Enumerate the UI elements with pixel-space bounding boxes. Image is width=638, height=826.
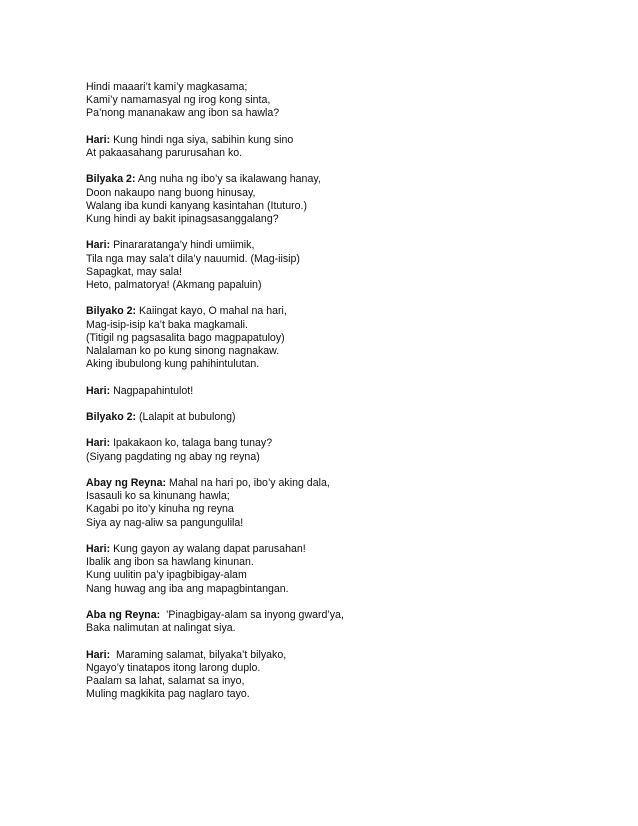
line-text: ’Pinagbigay-alam sa inyong gward’ya, [160, 608, 344, 621]
dialogue-line [86, 662, 606, 675]
line-text: Baka nalimutan at nalingat siya. [86, 622, 236, 635]
line-text: Ang nuha ng ibo’y sa ikalawang hanay, [135, 173, 321, 186]
line-text: Nalalaman ko po kung sinong nagnakaw. [86, 345, 280, 357]
dialogue-line [86, 213, 606, 226]
dialogue-line [86, 503, 606, 516]
dialogue-line [86, 688, 606, 701]
dialogue-line [86, 675, 606, 688]
line-text: (Siyang pagdating ng abay ng reyna) [86, 450, 260, 463]
speaker-name: Bilyako 2: [86, 305, 137, 318]
line-text: Kami’y namamasyal ng irog kong sinta, [86, 94, 271, 107]
dialogue-block [86, 477, 606, 530]
dialogue-line [86, 451, 606, 464]
dialogue-line [86, 649, 606, 662]
line-text: Kung hindi nga siya, sabihin kung sino [110, 133, 294, 146]
speaker-name: Hari: [86, 648, 111, 661]
line-text: (Titigil ng pagsasalita bago magpapatuloy) [86, 331, 285, 344]
line-text: Kagabi po ito’y kinuha ng reyna [86, 503, 234, 516]
dialogue-block [86, 239, 606, 292]
speaker-name: Hari: [86, 384, 111, 397]
dialogue-line [86, 173, 606, 186]
dialogue-line [86, 517, 606, 530]
speaker-name: Hari: [86, 239, 111, 252]
line-text: Mahal na hari po, ibo’y aking dala, [166, 476, 330, 489]
line-text: At pakaasahang parurusahan ko. [86, 147, 243, 159]
dialogue-block [86, 173, 606, 226]
speaker-name: Abay ng Reyna: [86, 476, 167, 489]
dialogue-line [86, 477, 606, 490]
line-text: Aking ibubulong kung pahihintulutan. [86, 358, 260, 371]
speaker-name: Bilyaka 2: [86, 173, 136, 186]
dialogue-block [86, 437, 606, 463]
speaker-name: Bilyako 2: [86, 410, 137, 423]
dialogue-line [86, 266, 606, 279]
dialogue-line [86, 490, 606, 503]
dialogue-block [86, 385, 606, 398]
dialogue-line [86, 319, 606, 332]
line-text: Walang iba kundi kanyang kasintahan (Ituturo.) [86, 199, 308, 212]
dialogue-line [86, 569, 606, 582]
line-text: Ngayo’y tinatapos itong larong duplo. [86, 661, 261, 674]
dialogue-block [86, 649, 606, 702]
line-text: Muling magkikita pag naglaro tayo. [86, 688, 250, 701]
dialogue-line [86, 305, 606, 318]
dialogue-block [86, 411, 606, 424]
speaker-name: Hari: [86, 542, 111, 555]
dialogue-line [86, 253, 606, 266]
dialogue-block [86, 543, 606, 596]
dialogue-line [86, 556, 606, 569]
line-text: Kaiingat kayo, O mahal na hari, [136, 305, 287, 318]
dialogue-line [86, 107, 606, 120]
line-text: Maraming salamat, bilyaka’t bilyako, [110, 648, 287, 661]
line-text: Nang huwag ang iba ang mapagbintangan. [86, 582, 289, 595]
line-text: Heto, palmatorya! (Akmang papaluin) [86, 279, 262, 291]
line-text: Paalam sa lahat, salamat sa inyo, [86, 674, 245, 687]
dialogue-line [86, 583, 606, 596]
line-text: Hindi maaari’t kami’y magkasama; [86, 81, 248, 93]
dialogue-block [86, 609, 606, 635]
speaker-name: Aba ng Reyna: [86, 608, 161, 621]
line-text: Pa’nong mananakaw ang ibon sa hawla? [86, 107, 280, 120]
dialogue-line [86, 385, 606, 398]
line-text: Mag-isip-isip ka’t baka magkamali. [86, 318, 248, 331]
line-text: Ipakakaon ko, talaga bang tunay? [110, 437, 273, 450]
dialogue-block [86, 305, 606, 371]
dialogue-line [86, 358, 606, 371]
dialogue-line [86, 411, 606, 424]
line-text: Tila nga may sala’t dila’y nauumid. (Mag-iisip) [86, 252, 300, 265]
line-text: Kung hindi ay bakit ipinagsasanggalang? [86, 213, 279, 225]
dialogue-line [86, 200, 606, 213]
dialogue-line [86, 81, 606, 94]
dialogue-line [86, 147, 606, 160]
dialogue-block [86, 134, 606, 160]
dialogue-line [86, 332, 606, 345]
dialogue-line [86, 622, 606, 635]
dialogue-line [86, 437, 606, 450]
line-text: Doon nakaupo nang buong hinusay, [86, 186, 256, 199]
dialogue-line [86, 134, 606, 147]
script-text [86, 81, 606, 715]
dialogue-line [86, 239, 606, 252]
dialogue-line [86, 279, 606, 292]
dialogue-line [86, 94, 606, 107]
speaker-name: Hari: [86, 133, 111, 146]
line-text: Sapagkat, may sala! [86, 265, 182, 278]
speaker-name: Hari: [86, 437, 111, 450]
line-text: Isasauli ko sa kinunang hawla; [86, 490, 230, 503]
line-text: Pinararatanga’y hindi umiimik, [110, 239, 255, 252]
line-text: Kung uulitin pa’y ipagbibigay-alam [86, 569, 247, 582]
line-text: Siya ay nag-aliw sa pangungulila! [86, 516, 244, 529]
line-text: (Lalapit at bubulong) [136, 410, 236, 423]
line-text: Kung gayon ay walang dapat parusahan! [110, 542, 306, 555]
line-text: Nagpapahintulot! [110, 384, 194, 397]
dialogue-line [86, 345, 606, 358]
dialogue-block [86, 81, 606, 121]
line-text: Ibalik ang ibon sa hawlang kinunan. [86, 556, 254, 569]
dialogue-line [86, 187, 606, 200]
dialogue-line [86, 543, 606, 556]
dialogue-line [86, 609, 606, 622]
